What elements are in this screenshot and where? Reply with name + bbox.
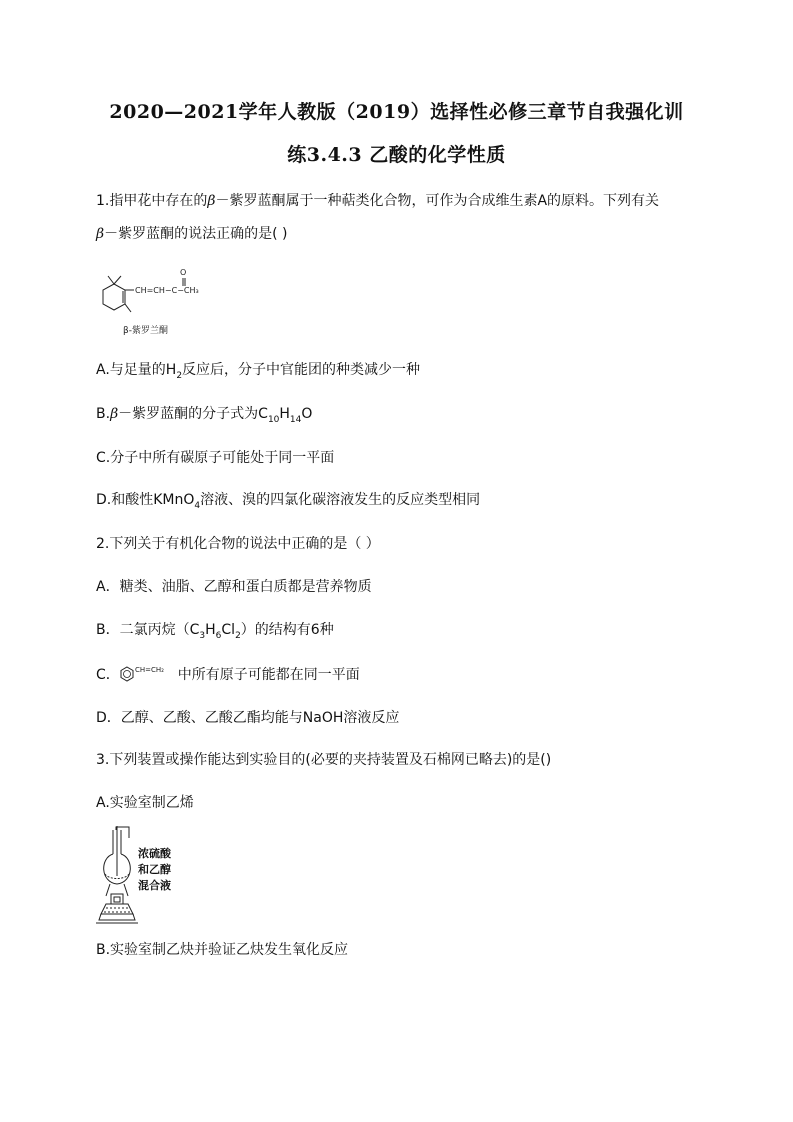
q1-option-b-text: －紫罗蓝酮的分子式为C xyxy=(118,406,268,422)
q2-option-b-sub-c: 3 xyxy=(199,630,206,641)
q2-stem: 2.下列关于有机化合物的说法中正确的是（ ） xyxy=(96,536,380,552)
q3-figure-label-line1: 浓硫酸 xyxy=(138,847,171,860)
q1-option-d-text-b: 溶液、溴的四氯化碳溶液发生的反应类型相同 xyxy=(200,492,481,508)
q1-stem-line1 xyxy=(96,191,659,211)
q1-option-b-label: B. xyxy=(96,406,111,422)
q1-option-d-sub: 4 xyxy=(194,500,201,511)
q2-option-b-sub-cl: 2 xyxy=(235,630,241,641)
q1-option-d-text: D.和酸性KMnO xyxy=(96,492,195,508)
q1-ionone-structure-figure xyxy=(94,263,234,343)
q1-option-b-h: H xyxy=(279,406,290,422)
q2-option-b xyxy=(96,620,334,646)
q2-option-c xyxy=(96,665,360,685)
q2-option-c-text: 中所有原子可能都在同一平面 xyxy=(177,667,360,683)
q3-ethylene-apparatus-figure xyxy=(96,824,196,934)
q1-option-c: C.分子中所有碳原子可能处于同一平面 xyxy=(96,450,335,466)
q1-stem-text-b: －紫罗蓝酮属于一种萜类化合物，可作为合成维生素A的原料。下列有关 xyxy=(215,193,660,209)
q2-styrene-label: CH=CH₂ xyxy=(134,666,164,674)
q1-option-b xyxy=(96,404,312,430)
q1-stem-text: 1.指甲花中存在的 xyxy=(96,193,208,209)
q2-option-b-h: H xyxy=(205,622,216,638)
q3-option-a: A.实验室制乙烯 xyxy=(96,795,194,811)
q1-stem2-text: －紫罗蓝酮的说法正确的是( ) xyxy=(104,226,288,242)
q1-option-a-sub: 2 xyxy=(176,370,183,381)
document-title-line1: 2020—2021学年人教版（2019）选择性必修三章节自我强化训 xyxy=(109,101,684,123)
q1-beta-symbol: β xyxy=(207,193,216,209)
q1-option-b-sub-h: 14 xyxy=(289,414,302,425)
q2-option-c-label: C． xyxy=(96,667,120,683)
q1-option-b-beta: β xyxy=(110,406,119,422)
document-title-line2: 练3.4.3 乙酸的化学性质 xyxy=(287,144,506,166)
q2-option-b-sub-h: 6 xyxy=(215,630,222,641)
q2-styrene-structure xyxy=(120,665,178,685)
q1-structure-caption: β-紫罗兰酮 xyxy=(123,326,168,336)
q2-option-b-text-b: ）的结构有6种 xyxy=(240,622,334,638)
q3-stem: 3.下列装置或操作能达到实验目的(必要的夹持装置及石棉网已略去)的是() xyxy=(96,752,552,768)
q1-stem-line2 xyxy=(96,224,287,244)
q1-option-a-text: A.与足量的H xyxy=(96,362,177,378)
q2-option-b-cl: Cl xyxy=(221,622,236,638)
q1-option-b-sub-c: 10 xyxy=(267,414,280,425)
q1-option-a xyxy=(96,360,420,386)
q1-structure-oxygen: O xyxy=(180,268,187,277)
q3-option-b: B.实验室制乙炔并验证乙炔发生氧化反应 xyxy=(96,942,349,958)
q3-figure-label-line2: 和乙醇 xyxy=(138,863,171,876)
q1-beta-symbol-2: β xyxy=(96,226,105,242)
q2-option-a: A．糖类、油脂、乙醇和蛋白质都是营养物质 xyxy=(96,579,372,595)
q2-option-b-text: B．二氯丙烷（C xyxy=(96,622,200,638)
q1-option-d xyxy=(96,490,480,516)
q1-option-b-o: O xyxy=(301,406,313,422)
q3-figure-label-line3: 混合液 xyxy=(138,879,171,892)
q2-option-d: D．乙醇、乙酸、乙酸乙酯均能与NaOH溶液反应 xyxy=(96,710,400,726)
q1-option-a-text-b: 反应后，分子中官能团的种类减少一种 xyxy=(182,362,421,378)
q1-structure-chain: CH=CH−C−CH₃ xyxy=(135,286,199,295)
